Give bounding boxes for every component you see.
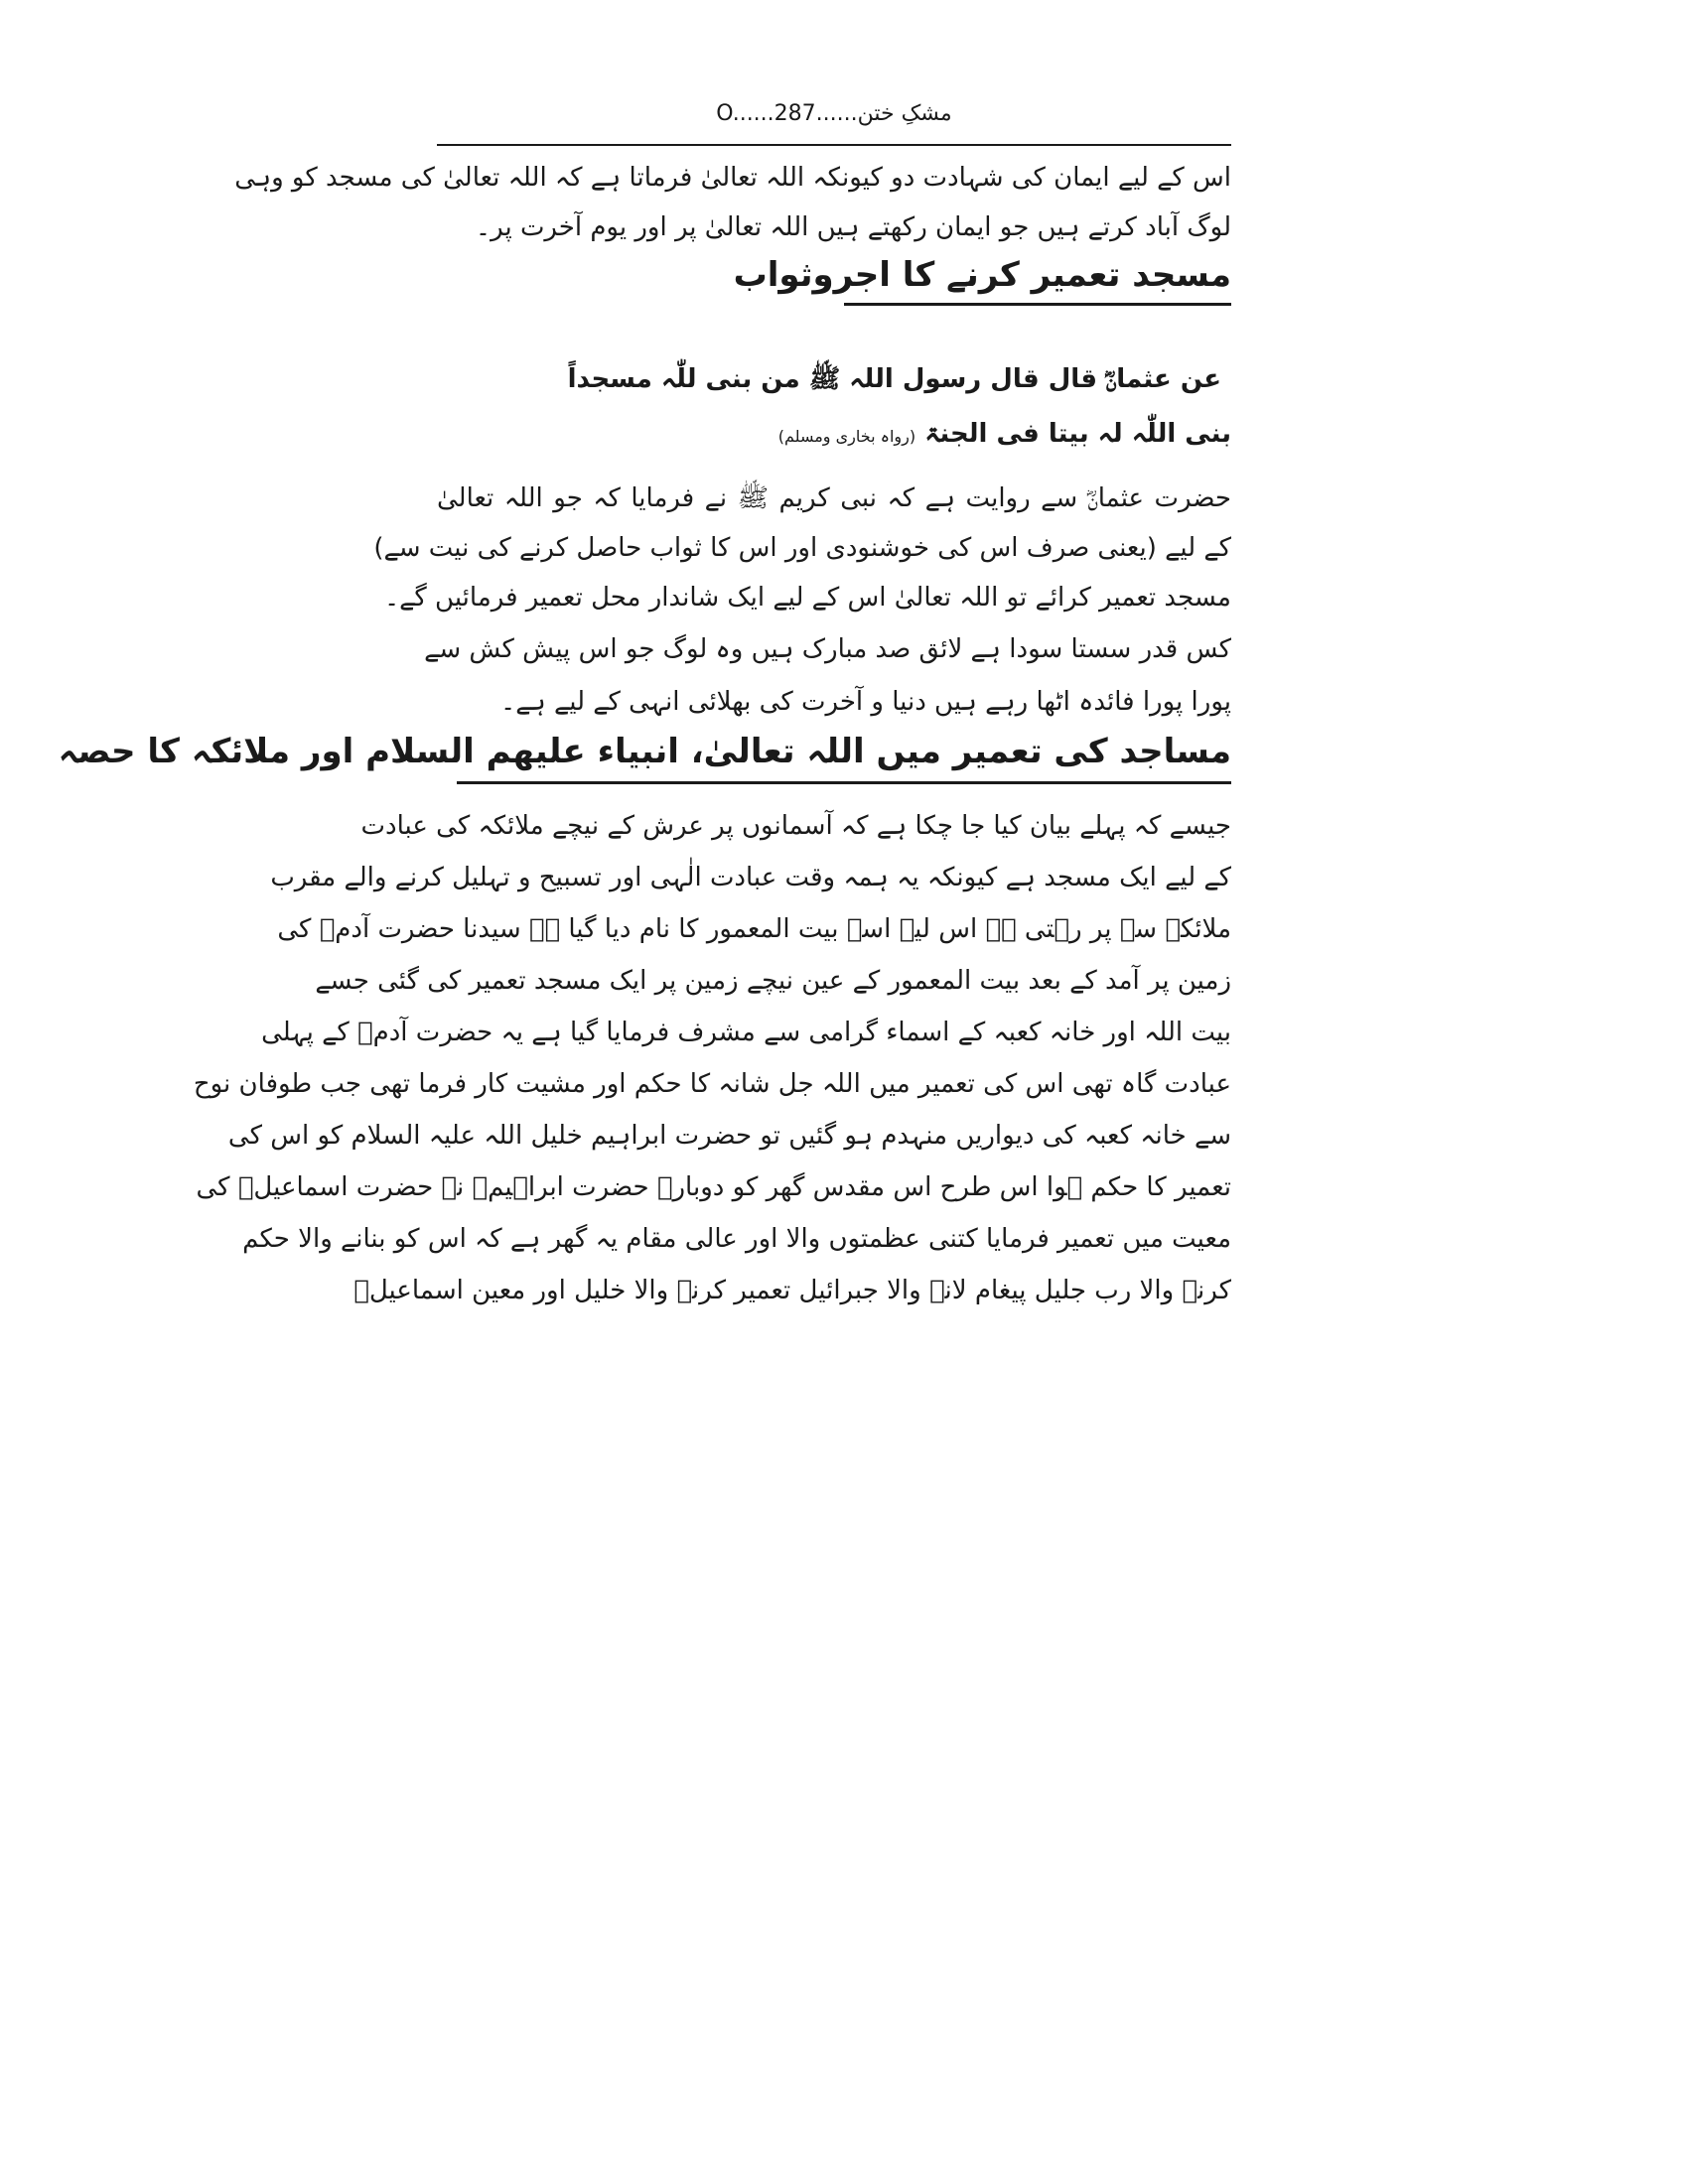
paragraph-line: تعمیر کا حکم ہوا اس طرح اس مقدس گھر کو دوبارہ حضرت ابراہیمؑ نے حضرت اسماعیلؑ کی <box>196 1172 1231 1202</box>
paragraph-line: جیسے کہ پہلے بیان کیا جا چکا ہے کہ آسمانوں پر عرش کے نیچے ملائکہ کی عبادت <box>360 811 1231 841</box>
paragraph-line: مسجد تعمیر کرائے تو اللہ تعالیٰ اس کے لیے ایک شاندار محل تعمیر فرمائیں گے۔ <box>383 583 1231 613</box>
paragraph-line: کس قدر سستا سودا ہے لائق صد مبارک ہیں وہ لوگ جو اس پیش کش سے <box>424 634 1231 664</box>
paragraph-line: ملائکہ سے پر رہتی ہے اس لیے اسے بیت المعمور کا نام دیا گیا ہے سیدنا حضرت آدمؑ کی <box>277 914 1231 944</box>
book-page <box>58 94 1231 1544</box>
hadith-arabic-text: بنی اللّٰہ لہ بیتا فی الجنۃ <box>924 419 1231 449</box>
intro-line: لوگ آباد کرتے ہیں جو ایمان رکھتے ہیں اللہ تعالیٰ پر اور یوم آخرت پر۔ <box>475 212 1231 242</box>
heading-underline <box>457 781 1231 784</box>
paragraph-line: کے لیے ایک مسجد ہے کیونکہ یہ ہمہ وقت عبادت الٰہی اور تسبیح و تہلیل کرنے والے مقرب <box>270 863 1231 892</box>
section-heading: مساجد کی تعمیر میں اللہ تعالیٰ، انبیاء علیھم السلام اور ملائکہ کا حصہ <box>58 732 1231 771</box>
section-heading: مسجد تعمیر کرنے کا اجروثواب <box>733 255 1231 295</box>
hadith-reference: (رواہ بخاری ومسلم) <box>777 427 916 446</box>
hadith-arabic-line: عن عثمانؓ قال قال رسول اللہ ﷺ من بنی للّٰہ مسجداً <box>567 364 1221 394</box>
paragraph-line: کے لیے (یعنی صرف اس کی خوشنودی اور اس کا ثواب حاصل کرنے کی نیت سے) <box>373 533 1231 563</box>
paragraph-line: پورا پورا فائدہ اٹھا رہے ہیں دنیا و آخرت کی بھلائی انہی کے لیے ہے۔ <box>500 687 1231 717</box>
hadith-arabic-line-2 <box>437 412 1231 459</box>
paragraph-line: بیت اللہ اور خانہ کعبہ کے اسماء گرامی سے مشرف فرمایا گیا ہے یہ حضرت آدمؑ کے پہلی <box>261 1018 1231 1047</box>
heading-underline <box>844 303 1231 306</box>
intro-line: اس کے لیے ایمان کی شہادت دو کیونکہ اللہ تعالیٰ فرماتا ہے کہ اللہ تعالیٰ کی مسجد کو وہی <box>234 163 1231 193</box>
paragraph-line: سے خانہ کعبہ کی دیواریں منہدم ہو گئیں تو حضرت ابراہیم خلیل اللہ علیہ السلام کو اس کی <box>227 1121 1231 1151</box>
paragraph-line: کرنے والا رب جلیل پیغام لانے والا جبرائیل تعمیر کرنے والا خلیل اور معین اسماعیلؑ <box>353 1276 1231 1305</box>
running-head: مشکِ ختن......O......287 <box>716 101 952 126</box>
paragraph-line: زمین پر آمد کے بعد بیت المعمور کے عین نیچے زمین پر ایک مسجد تعمیر کی گئی جسے <box>315 966 1231 996</box>
paragraph-line: حضرت عثمانؓ سے روایت ہے کہ نبی کریم ﷺ نے فرمایا کہ جو اللہ تعالیٰ <box>437 483 1231 513</box>
header-rule <box>437 144 1231 146</box>
paragraph-line: معیت میں تعمیر فرمایا کتنی عظمتوں والا اور عالی مقام یہ گھر ہے کہ اس کو بنانے والا حکم <box>242 1224 1231 1254</box>
paragraph-line: عبادت گاہ تھی اس کی تعمیر میں اللہ جل شانہ کا حکم اور مشیت کار فرما تھی جب طوفان نوح <box>193 1069 1231 1099</box>
